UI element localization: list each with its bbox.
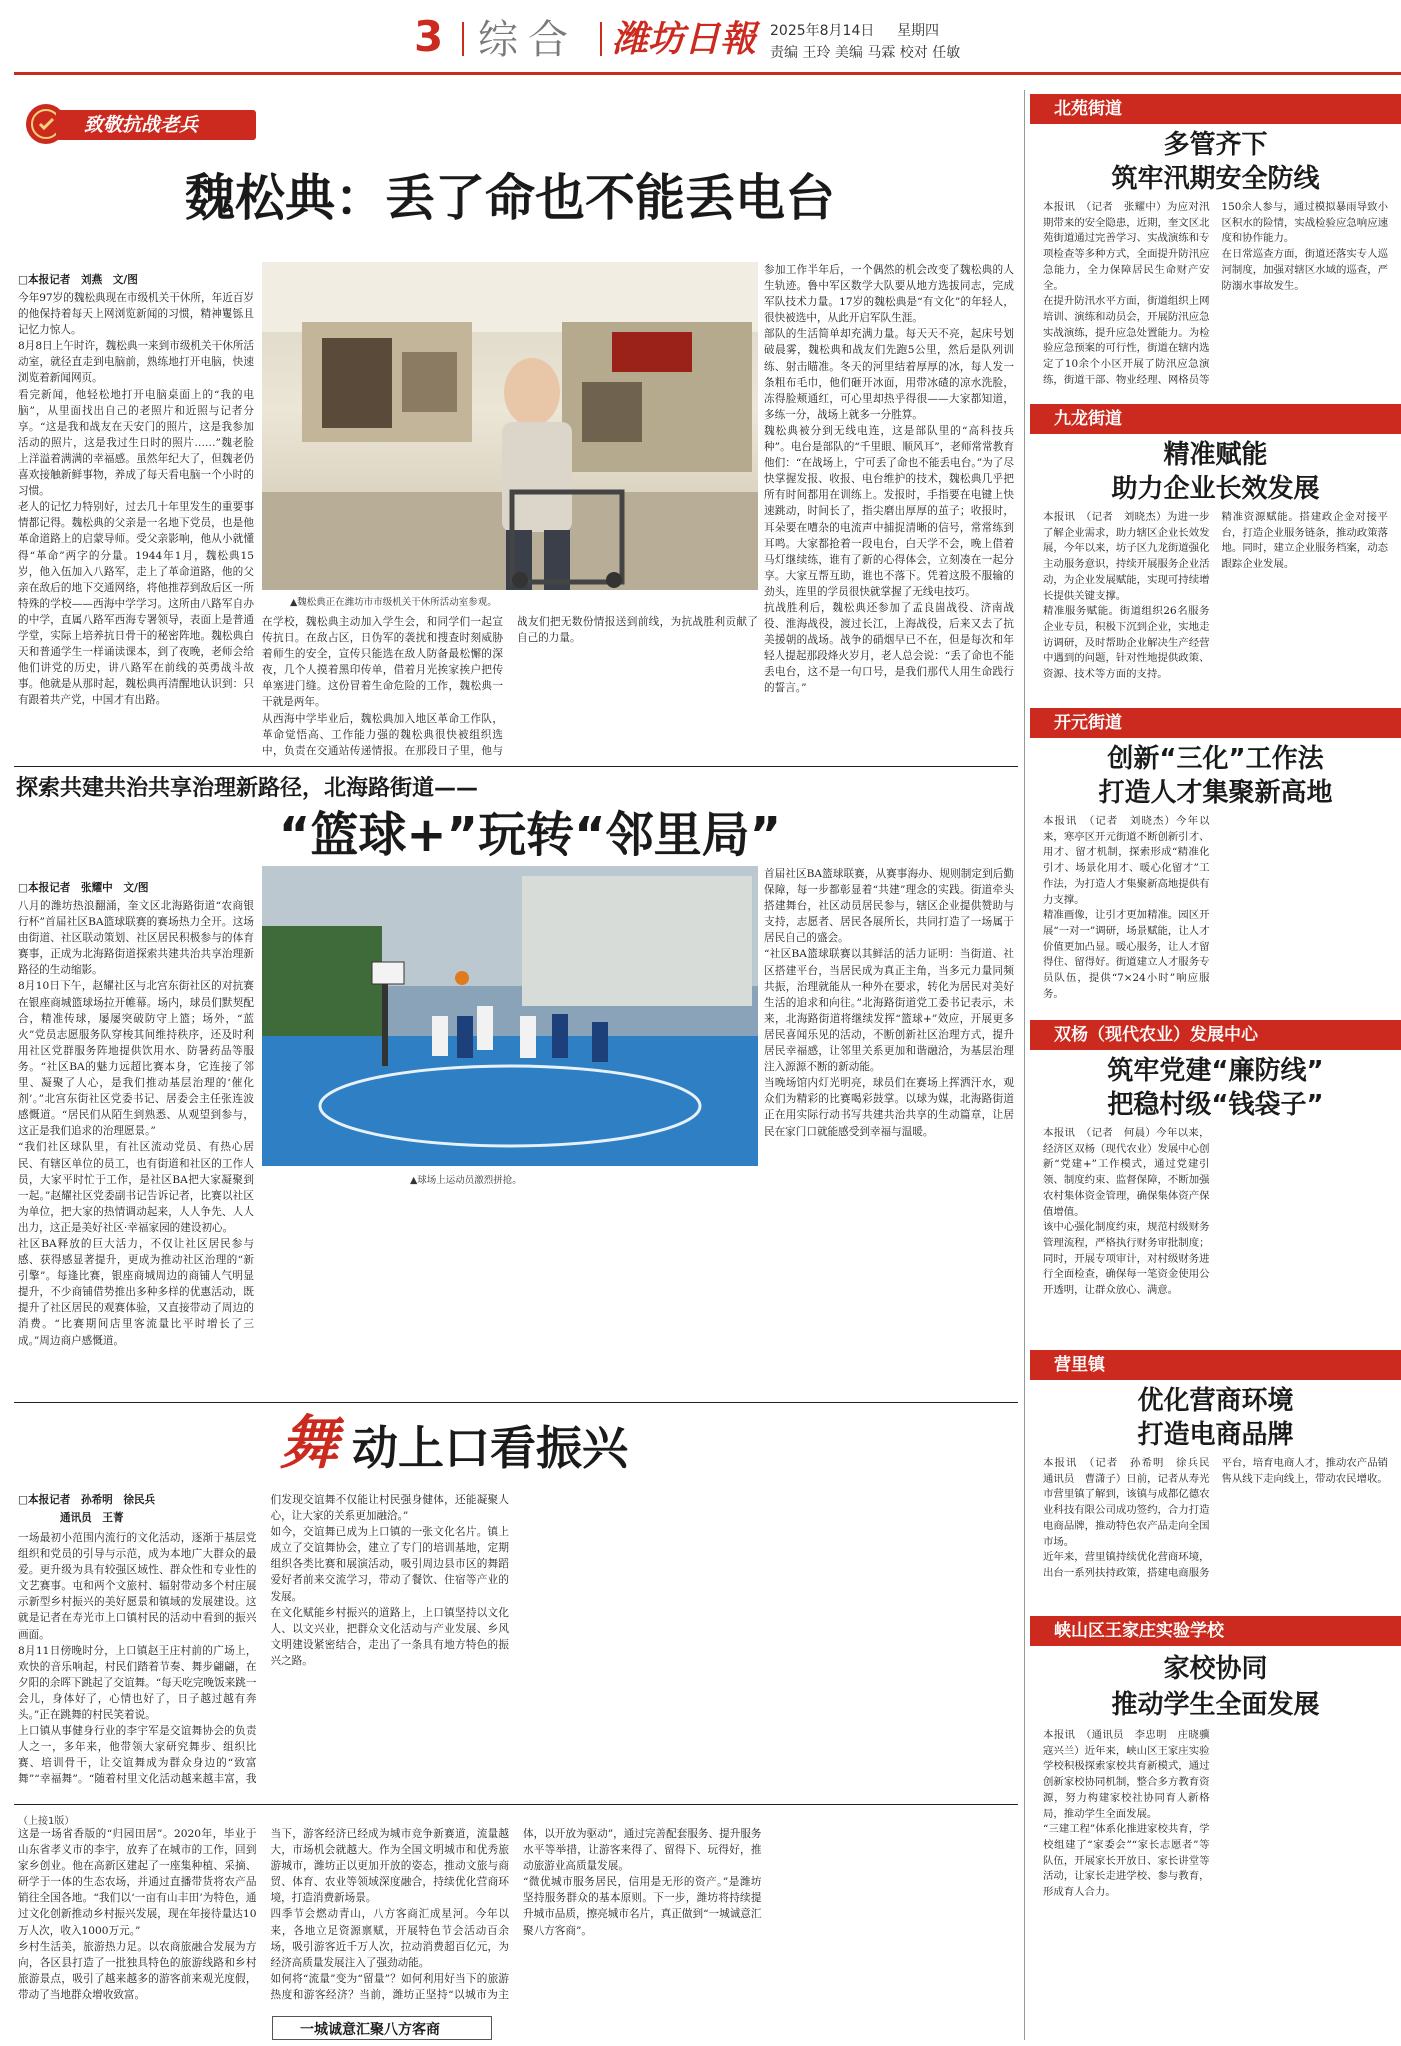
article1-separator xyxy=(14,766,1018,767)
article1-caption: ▲魏松典正在潍坊市市级机关干休所活动室参观。 xyxy=(290,597,497,608)
article1-paragraph-2: 8月8日上午时许，魏松典一来到市级机关干休所活动室，就径直走到电脑前，熟练地打开电脑，快速浏览着新闻网页。 xyxy=(18,340,254,385)
article1-paragraph-7: 参加工作半年后，一个偶然的机会改变了魏松典的人生轨迹。鲁中军区数学大队要从地方选拔同志，完成军队技术力量。17岁的魏松典是“有文化”的年轻人，很快被选中，从此开启军队生涯。 xyxy=(764,264,1014,325)
issue-date: 2025年8月14日 xyxy=(770,23,875,39)
article2-body-right xyxy=(764,866,1014,1396)
article3-title-text: 动上口看振兴 xyxy=(352,1421,628,1475)
sidebar-item-5-district: 营里镇 xyxy=(1030,1350,1401,1380)
section-divider-2 xyxy=(600,22,602,56)
sidebar-item-5-paragraph-2: 近年来，营里镇持续优化营商环境，出台一系列扶持政策，搭建电商服务平台，培育电商人才，推动农产品销售从线下走向线上，带动农民增收。 xyxy=(1043,1457,1388,1579)
article1-paragraph-1: 今年97岁的魏松典现在市级机关干休所，年近百岁的他保持着每天上网浏览新闻的习惯，精神矍铄且记忆力惊人。 xyxy=(18,292,254,337)
article2-separator xyxy=(14,1402,1018,1403)
article1-body-right xyxy=(764,262,1014,760)
sidebar-item-5-title-line2: 打造电商品牌 xyxy=(1137,1420,1294,1450)
article3-paragraph-3: 上口镇从事健身行业的李宇军是交谊舞协会的负责人之一，多年来，他带领大家研究舞步、组织比赛、培训骨干，让交谊舞成为群众身边的“致富舞”“幸福舞”。“随着村里文化活动越来越丰富，我们发现交谊舞不仅能让村民强身健体，还能凝聚人心，让大家的关系更加融洽。” xyxy=(18,1494,509,1786)
sidebar-item-4-title-line2: 把稳村级“钱袋子” xyxy=(1107,1090,1324,1120)
article3-paragraph-5: 在文化赋能乡村振兴的道路上，上口镇坚持以文化人、以文兴业，把群众文化活动与产业发展、乡风文明建设紧密结合，走出了一条具有地方特色的振兴之路。 xyxy=(270,1606,509,1667)
article1-paragraph-6: 从西海中学毕业后，魏松典加入地区革命工作队，革命觉悟高、工作能力强的魏松典很快被组织选中，负责在交通站传递情报。在那段日子里，他与战友们把无数份情报送到前线，为抗战胜利贡献了自己的力量。 xyxy=(262,616,758,757)
sidebar-item-1-district: 北苑街道 xyxy=(1030,94,1401,124)
article3-body xyxy=(18,1492,1014,1798)
article4-paragraph-1: 这是一场省香版的“归园田居”。2020年，毕业于山东省孝义市的李宇，放弃了在城市的工作，回到家乡创业。他在高新区建起了一座集种植、采摘、研学于一体的生态农场，并通过直播带货将农产品销往全国各地。“我们以‘一亩有山丰田’为特色，通过文化创新推动乡村振兴发展，现在年接待量达10万人次，收入1000万元。” xyxy=(18,1828,257,1937)
article2-byline: □本报记者 张耀中 文/图 xyxy=(18,882,149,894)
sidebar-item-4-district: 双杨（现代农业）发展中心 xyxy=(1030,1020,1401,1050)
article2-kicker: 探索共建共治共享治理新路径，北海路街道—— xyxy=(16,776,479,801)
article2-paragraph-6: “社区BA篮球联赛以其鲜活的活力证明：当街道、社区搭建平台，当居民成为真正主角，当多元力量同频共振，治理就能从一种外在要求，转化为居民对美好生活的追求和向往。”北海路街道党工委书记表示，未来，北海路街道将继续发挥“篮球+”效应，开展更多居民喜闻乐见的活动，不断创新社区治理方式，提升居民幸福感，让邻里关系更加和谐融洽，为基层治理注入源源不断的新动能。 xyxy=(764,948,1014,1074)
sidebar-item-3-paragraph-1: 本报讯 （记者 刘晓杰）今年以来，寒亭区开元街道不断创新引才、用才、留才机制，探索形成“精准化引才、场景化用才、暖心化留才”工作法，为打造人才集聚新高地提供有力支撑。 xyxy=(1043,815,1210,906)
sidebar-item-3-title-line1: 创新“三化”工作法 xyxy=(1107,744,1324,774)
sidebar-item-2-paragraph-1: 本报讯 （记者 刘晓杰）为进一步了解企业需求，助力辖区企业长效发展，今年以来，坊子区九龙街道强化主动服务意识，持续开展服务企业活动，为企业发展赋能，实现可持续增长提供关键支撑。 xyxy=(1043,511,1210,602)
sidebar-item-4-title-line1: 筑牢党建“廉防线” xyxy=(1107,1056,1324,1086)
exhibit-hall-illustration xyxy=(262,262,758,590)
article1-paragraph-8: 部队的生活简单却充满力量。每天天不亮，起床号划破晨雾，魏松典和战友们先跑5公里，然后是队列训练、射击瞄准。冬天的河里结着厚厚的冰，每人发一条粗布毛巾，他们砸开冰面，用带冰碴的凉水洗脸，冻得脸颊通红，可心里却热乎得很——大家都知道，多练一分，战场上就多一分胜算。 xyxy=(764,328,1014,421)
article4-paragraph-6: “微优城市服务居民，信用是无形的资产。”是潍坊坚持服务群众的基本原则。下一步，潍坊将持续提升城市品质，擦亮城市名片，真正做到“一城诚意汇聚八方客商”。 xyxy=(523,1876,762,1937)
article4-headline: 一城诚意汇聚八方客商 xyxy=(300,2022,440,2038)
article1-photo xyxy=(262,262,758,590)
article3-paragraph-2: 8月11日傍晚时分，上口镇赵王庄村前的广场上，欢快的音乐响起，村民们踏着节奏、舞步翩翩，在夕阳的余晖下跳起了交谊舞。“每天吃完晚饭来跳一会儿，身体好了，心情也好了，日子越过越有奔头。”正在跳舞的村民笑着说。 xyxy=(18,1644,257,1722)
sidebar-item-1-paragraph-2: 在提升防汛水平方面，街道组织上网培训、演练和动员会，开展防汛应急实战演练，提升应急处置能力。为检验应急预案的可行性，街道在辖内选定了10余个小区开展了防汛应急演练，街道干部、物业经理、网格员等150余人参与，通过模拟暴雨导致小区积水的险情，实战检验应急响应速度和协作能力。 xyxy=(1043,201,1388,386)
article4-paragraph-5: 如何将“流量”变为“留量”？如何利用好当下的旅游热度和游客经济？当前，潍坊正坚持“以城市为主体，以开放为驱动”，通过完善配套服务、提升服务水平等举措，让游客来得了、留得下、玩得好，推动旅游业高质量发展。 xyxy=(270,1828,762,2001)
article3-title-art-char: 舞 xyxy=(280,1409,339,1477)
article2-body-bottom xyxy=(262,1188,758,1396)
sidebar-item-5-title-line1: 优化营商环境 xyxy=(1137,1386,1294,1416)
article2-paragraph-4: 社区BA释放的巨大活力，不仅让社区居民参与感、获得感显著提升，更成为推动社区治理的“新引擎”。每逢比赛，银座商城周边的商铺人气明显提升，不少商铺借势推出多种多样的优惠活动，既提升了社区居民的观赛体验，又直接带动了周边的消费。“比赛期间店里客流量比平时增长了三成。”周边商户感慨道。 xyxy=(18,1237,254,1347)
paper-name-logo: 潍坊日報 xyxy=(612,18,757,60)
article3-byline-2: 通讯员 王菁 xyxy=(60,1512,124,1524)
article4-paragraph-3: 当下，游客经济已经成为城市竞争新赛道，流量越大，市场机会就越大。作为全国文明城市和优秀旅游城市，潍坊正以更加开放的姿态，推动文旅与商贸、体育、农业等领域深度融合，持续优化营商环境，打造消费新场景。 xyxy=(270,1828,509,1905)
sidebar-item-1-title-line2: 筑牢汛期安全防线 xyxy=(1111,164,1320,194)
article1-body-left xyxy=(18,290,254,760)
article3-title xyxy=(280,1410,740,1480)
article2-body-left xyxy=(18,898,254,1396)
sidebar-item-1-title-line1: 多管齐下 xyxy=(1163,130,1268,160)
sidebar-item-1-body xyxy=(1043,200,1388,400)
issue-weekday: 星期四 xyxy=(897,23,939,39)
sidebar-item-3-title-line2: 打造人才集聚新高地 xyxy=(1098,778,1333,808)
masthead-rule xyxy=(14,72,1401,75)
article2-caption: ▲球场上运动员激烈拼抢。 xyxy=(410,1175,522,1186)
article2-paragraph-1: 八月的潍坊热浪翻涌，奎文区北海路街道“农商银行杯”首届社区BA篮球联赛的赛场热力全开。这场由街道、社区联动策划、社区居民积极参与的体育赛事，正成为北海路街道探索共建共治共享治理新路径的生动缩影。 xyxy=(18,900,254,977)
column-banner-label: 致敬抗战老兵 xyxy=(84,114,199,136)
sidebar-item-1-paragraph-1: 本报讯 （记者 张耀中）为应对汛期带来的安全隐患，近期，奎文区北苑街道通过完善学习、实战演练和专项检查等多种方式，全面提升防汛应急能力，全力保障居民生命财产安全。 xyxy=(1043,201,1210,292)
sidebar-item-4-body xyxy=(1043,1126,1388,1346)
article2-paragraph-3: “我们社区球队里，有社区流动党员、有热心居民、有辖区单位的员工，也有街道和社区的工作人员，大家平时忙于工作，是社区BA把大家凝聚到一起。”赵耀社区党委副书记告诉记者，比赛以社区为单位，把大家的热情调动起来，人人争先、人人出力，这正是美好社区·幸福家园的建设初心。 xyxy=(18,1141,254,1234)
page-number: 3 xyxy=(414,12,444,61)
article2-photo xyxy=(262,866,758,1166)
article1-paragraph-3: 看完新闻，他轻松地打开电脑桌面上的“我的电脑”，从里面找出自己的老照片和近照与记者分享。“这是我和战友在天安门的照片，这是我参加活动的照片，这是我过生日时的照片……”魏老脸上洋溢着满满的幸福感。虽然年纪大了，但魏老仍喜欢接触新鲜事物，养成了每天看电脑一个小时的习惯。 xyxy=(18,388,254,498)
article4-continued-label: （上接1版） xyxy=(18,1816,75,1827)
sidebar-item-3-paragraph-2: 精准画像，让引才更加精准。园区开展“一对一”调研，场景赋能，让人才价值更加凸显。暖心服务，让人才留得住、留得好。街道建立人才服务专员队伍，提供“7×24小时”响应服务。 xyxy=(1043,909,1210,1000)
article2-paragraph-5: 首届社区BA篮球联赛，从赛事海办、规则制定到后勤保障，每一步都彰显着“共建”理念的实践。街道牵头搭建舞台，社区动员居民参与，辖区企业提供赞助与支持，志愿者、居民各展所长，共同打造了一场属于居民自己的盛会。 xyxy=(764,868,1014,945)
sidebar-item-6-paragraph-2: “三建工程”体系化推进家校共育，学校组建了“家委会”“家长志愿者”等队伍，开展家长开放日、家长讲堂等活动，让家长走进学校、参与教育，形成育人合力。 xyxy=(1043,1823,1210,1899)
sidebar-item-2-paragraph-3: 精准资源赋能。搭建政企金对接平台，打造企业服务链条，推动政策落地。同时，建立企业服务档案，动态跟踪企业发展。 xyxy=(1221,511,1388,571)
article1-byline: □本报记者 刘燕 文/图 xyxy=(18,274,138,286)
article3-paragraph-1: 一场最初小范围内流行的文化活动，逐渐于基层党组织和党员的引导与示范，成为本地广大群众的最爱。更升级为具有较强区域性、群众性和专业性的文艺赛事。屯和两个文旅村、辐射带动多个村庄展示新型乡村振兴的美好愿景和镇域的发展建设。这就是记者在寿光市上口镇村民的活动中看到的振兴画面。 xyxy=(18,1532,257,1641)
masthead xyxy=(0,0,1401,72)
article4-paragraph-4: 四季节会燃动青山，八方客商汇成星河。今年以来，各地立足资源禀赋，开展特色节会活动百余场，吸引游客近千万人次，拉动消费超百亿元，为经济高质量发展注入了强劲动能。 xyxy=(270,1908,509,1969)
sidebar-item-2-district: 九龙街道 xyxy=(1030,404,1401,434)
sidebar-item-3-district: 开元街道 xyxy=(1030,708,1401,738)
sidebar-item-6-district: 峡山区王家庄实验学校 xyxy=(1030,1616,1401,1646)
article1-paragraph-5: 在学校，魏松典主动加入学生会，和同学们一起宣传抗日。在敌占区，日伪军的袭扰和搜查时刻威胁着师生的安全，宣传只能选在敌人防备最松懈的深夜，几个人摸着黑印传单，借着月光挨家挨户把传单塞进门缝。这份冒着生命危险的工作，魏松典一干就是两年。 xyxy=(262,616,503,709)
article1-body-bottom xyxy=(262,614,758,760)
sidebar-item-2-paragraph-2: 精准服务赋能。街道组织26名服务企业专员，积极下沉到企业，实地走访调研，及时帮助企业解决生产经营中遇到的问题，针对性地提供政策、资源、技术等方面的支持。 xyxy=(1043,605,1210,681)
sidebar-item-6-title-line1: 家校协同 xyxy=(1163,1654,1268,1684)
article3-paragraph-4: 如今，交谊舞已成为上口镇的一张文化名片。镇上成立了交谊舞协会，建立了专门的培训基地，定期组织各类比赛和展演活动，吸引周边县市区的舞蹈爱好者前来交流学习，带动了餐饮、住宿等产业的发展。 xyxy=(270,1526,509,1603)
article3-byline: □本报记者 孙希明 徐民兵 xyxy=(18,1494,156,1506)
sidebar-item-3-body xyxy=(1043,814,1388,1016)
sidebar-item-5-paragraph-1: 本报讯 （记者 孙希明 徐兵民 通讯员 曹潇子）日前，记者从寿光市营里镇了解到，该镇与成都亿德农业科技有限公司成功签约，合力打造电商品牌，推动特色农产品走向全国市场。 xyxy=(1043,1457,1220,1548)
sidebar-item-2-title-line1: 精准赋能 xyxy=(1163,440,1268,470)
sidebar-item-2-title-line2: 助力企业长效发展 xyxy=(1111,474,1320,504)
basketball-court-illustration xyxy=(262,866,758,1166)
sidebar-item-4-paragraph-2: 该中心强化制度约束，规范村级财务管理流程，严格执行财务审批制度；同时，开展专项审计，对村级财务进行全面检查，确保每一笔资金使用公开透明，让群众放心、满意。 xyxy=(1043,1221,1210,1297)
article1-paragraph-9: 魏松典被分到无线电连，这是部队里的“高科技兵种”。电台是部队的“千里眼、顺风耳”，老师常常教育他们：“在战场上，宁可丢了命也不能丢电台。”为了尽快掌握发报、收报、电台维护的技术，魏松典几乎把所有时间都用在训练上。发报时，手指要在电键上快速跳动，时间长了，指尖磨出厚厚的茧子；收报时，耳朵要在嘈杂的电流声中捕捉清晰的信号，常常练到耳鸣。大家都抢着一段电台，白天学不会，晚上借着马灯继续练，谁有了新的心得体会，立刻凑在一起分享。大家互帮互助，谁也不落下。凭着这股不服输的劲头，连里的学员很快就掌握了无线电技巧。 xyxy=(764,424,1014,598)
section-name: 综合 xyxy=(478,17,578,63)
column-banner xyxy=(20,102,270,146)
article2-title: “篮球+”玩转“邻里局” xyxy=(278,807,782,863)
article2-paragraph-7: 当晚场馆内灯光明亮，球员们在赛场上挥洒汗水，观众们为精彩的比赛喝彩鼓掌。以球为媒，北海路街道正在用实际行动书写共建共治共享的生动篇章，让居民在家门口就能感受到幸福与温暖。 xyxy=(764,1077,1014,1138)
article1-title: 魏松典：丢了命也不能丢电台 xyxy=(185,169,835,227)
article4-paragraph-2: 乡村生活美，旅游热力足。以农商旅融合发展为方向，各区县打造了一批独具特色的旅游线路和乡村旅游景点，吸引了越来越多的游客前来观光度假，带动了当地群众增收致富。 xyxy=(18,1940,257,2001)
sidebar-item-4-paragraph-1: 本报讯 （记者 何晨）今年以来，经济区双杨（现代农业）发展中心创新“党建+”工作模式，通过党建引领、制度约束、监督保障，不断加强农村集体资金管理，确保集体资产保值增值。 xyxy=(1043,1127,1210,1218)
sidebar-item-2-body xyxy=(1043,510,1388,704)
sidebar-divider xyxy=(1024,90,1025,2040)
article4-body xyxy=(18,1826,1014,2016)
sidebar-item-1-paragraph-3: 在日常巡查方面，街道还落实专人巡河制度，加强对辖区水域的巡查，严防溺水事故发生。 xyxy=(1221,248,1388,292)
sidebar-item-6-title-line2: 推动学生全面发展 xyxy=(1111,1690,1320,1720)
section-divider xyxy=(462,22,464,56)
sidebar-item-5-body xyxy=(1043,1456,1388,1612)
article1-paragraph-10: 抗战胜利后，魏松典还参加了孟良崮战役、济南战役、淮海战役，渡过长江，上海战役，后来又去了抗美援朝的战场。战争的硝烟早已不在，但是每次和年轻人提起那段烽火岁月，老人总会说：“丢了命也不能丢电台，这不是一句口号，是我们那代人用生命践行的誓言。” xyxy=(764,601,1014,695)
article3-separator xyxy=(14,1804,1018,1805)
editors-line: 责编 王玲 美编 马霖 校对 任敏 xyxy=(770,45,961,61)
sidebar-item-6-body xyxy=(1043,1728,1388,2038)
sidebar-item-6-paragraph-1: 本报讯 （通讯员 李忠明 庄晓骥 寇兴兰）近年来，峡山区王家庄实验学校积极探索家校共育新模式，通过创新家校协同机制，整合多方教育资源，努力构建家校社协同育人新格局，推动学生全面发展。 xyxy=(1043,1729,1220,1820)
article1-paragraph-4: 老人的记忆力特别好，过去几十年里发生的重要事情都记得。魏松典的父亲是一名地下党员，也是他革命道路上的启蒙导师。受父亲影响，他从小就懂得“革命”两字的分量。1944年1月，魏松典15岁，他入伍加入八路军，走上了革命道路，他的父亲在敌后的地下交通网络，将他推荐到敌后区一所特殊的学校——西海中学学习。这所由八路军自办的中学，直属八路军西海专署领导，表面上是普通学堂，实际上培养抗日骨干的秘密阵地。魏松典白天和普通学生一样诵读课本，到了夜晚，老师会给他们讲党的历史，讲八路军在前线的英勇战斗故事。他就是从那时起，魏松典再清醒地认识到：只有跟着共产党，中国才有出路。 xyxy=(18,501,254,707)
article2-paragraph-2: 8月10日下午，赵耀社区与北宫东街社区的对抗赛在银座商城篮球场拉开帷幕。场内，球员们默契配合，精准传球，屡屡突破防守上篮；场外，“蓝火”党员志愿服务队穿梭其间维持秩序，还及时利用社区党群服务阵地提供饮用水、防暑药品等服务。“社区BA的魅力远超比赛本身，它连接了邻里、凝聚了人心，是我们推动基层治理的‘催化剂’。”北宫东街社区党委书记、居委会主任张连波感慨道。“居民们从陌生到熟悉、从观望到参与，这正是我们追求的治理愿景。” xyxy=(18,980,254,1138)
